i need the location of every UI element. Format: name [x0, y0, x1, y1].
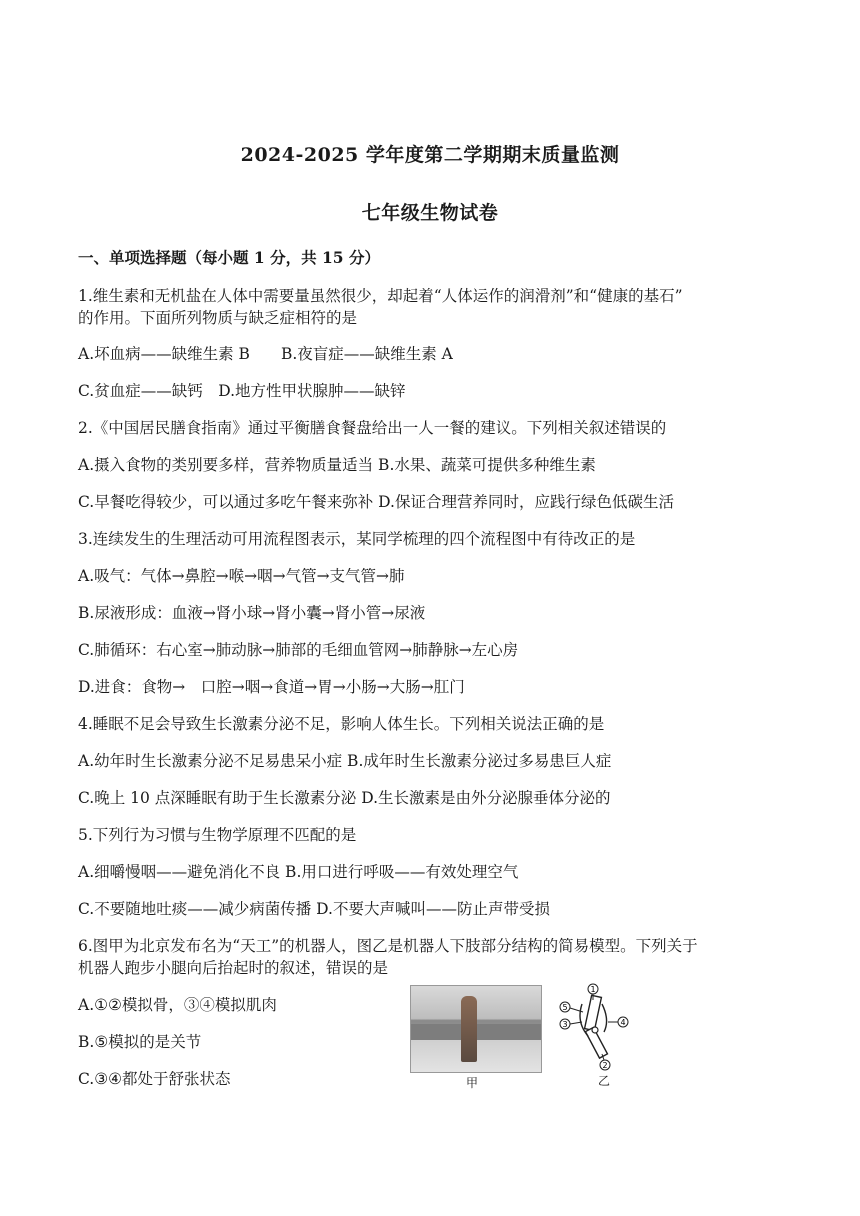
marker-1-label: 1 — [590, 985, 596, 994]
q5-stem: 5.下列行为习惯与生物学原理不匹配的是 — [78, 826, 357, 844]
q5-options-line2: C.不要随地吐痰——减少病菌传播 D.不要大声喊叫——防止声带受损 — [78, 900, 550, 918]
muscle-4-shape — [602, 1004, 607, 1032]
q6-stem-line1: 6.图甲为北京发布名为“天工”的机器人，图乙是机器人下肢部分结构的简易模型。下列关于 — [78, 937, 698, 955]
exam-subtitle: 七年级生物试卷 — [361, 202, 499, 224]
q3-option-c: C.肺循环：右心室→肺动脉→肺部的毛细血管网→肺静脉→左心房 — [78, 641, 519, 659]
q1-stem-line1: 1.维生素和无机盐在人体中需要量虽然很少，却起着“人体运作的润滑剂”和“健康的基石” — [78, 287, 683, 305]
joint-shape — [592, 1027, 598, 1033]
q6-option-a: A.①②模拟骨，③④模拟肌肉 — [78, 996, 277, 1014]
leg-model-diagram — [552, 982, 642, 1072]
q3-option-d: D.进食：食物→ 口腔→咽→食道→胃→小肠→大肠→肛门 — [78, 678, 465, 696]
q4-options-line2: C.晚上 10 点深睡眠有助于生长激素分泌 D.生长激素是由外分泌腺垂体分泌的 — [78, 789, 611, 807]
figure-jia-label: 甲 — [466, 1076, 479, 1090]
q3-option-b: B.尿液形成：血液→肾小球→肾小囊→肾小管→尿液 — [78, 604, 426, 622]
q1-options-line2: C.贫血症——缺钙 D.地方性甲状腺肿——缺锌 — [78, 382, 406, 400]
marker-5-label: 5 — [562, 1003, 568, 1012]
marker-4-label: 4 — [620, 1018, 626, 1027]
q1-stem-line2: 的作用。下面所列物质与缺乏症相符的是 — [78, 309, 358, 327]
q6-option-c: C.③④都处于舒张状态 — [78, 1070, 231, 1088]
robot-figure — [461, 996, 477, 1062]
q2-options-line1: A.摄入食物的类别要多样，营养物质量适当 B.水果、蔬菜可提供多种维生素 — [78, 456, 596, 474]
q2-stem: 2.《中国居民膳食指南》通过平衡膳食餐盘给出一人一餐的建议。下列相关叙述错误的 — [78, 419, 667, 437]
q6-option-b: B.⑤模拟的是关节 — [78, 1033, 202, 1051]
section-heading: 一、单项选择题（每小题 1 分，共 15 分） — [78, 248, 380, 267]
q5-options-line1: A.细嚼慢咽——避免消化不良 B.用口进行呼吸——有效处理空气 — [78, 863, 519, 881]
q6-stem-line2: 机器人跑步小腿向后抬起时的叙述，错误的是 — [78, 959, 389, 977]
q2-options-line2: C.早餐吃得较少，可以通过多吃午餐来弥补 D.保证合理营养同时，应践行绿色低碳生活 — [78, 493, 674, 511]
q3-option-a: A.吸气：气体→鼻腔→喉→咽→气管→支气管→肺 — [78, 567, 405, 585]
marker-2-label: 2 — [602, 1061, 608, 1070]
exam-title: 2024-2025 学年度第二学期期末质量监测 — [240, 144, 620, 166]
q3-stem: 3.连续发生的生理活动可用流程图表示，某同学梳理的四个流程图中有待改正的是 — [78, 530, 636, 548]
marker-3-label: 3 — [562, 1020, 568, 1029]
q4-stem: 4.睡眠不足会导致生长激素分泌不足，影响人体生长。下列相关说法正确的是 — [78, 715, 605, 733]
leader-3 — [570, 1022, 582, 1024]
figure-yi-label: 乙 — [598, 1074, 611, 1088]
upper-bone-shape — [585, 995, 602, 1030]
q4-options-line1: A.幼年时生长激素分泌不足易患呆小症 B.成年时生长激素分泌过多易患巨人症 — [78, 752, 612, 770]
q1-options-line1: A.坏血病——缺维生素 B B.夜盲症——缺维生素 A — [78, 345, 453, 363]
robot-photo — [410, 985, 542, 1073]
